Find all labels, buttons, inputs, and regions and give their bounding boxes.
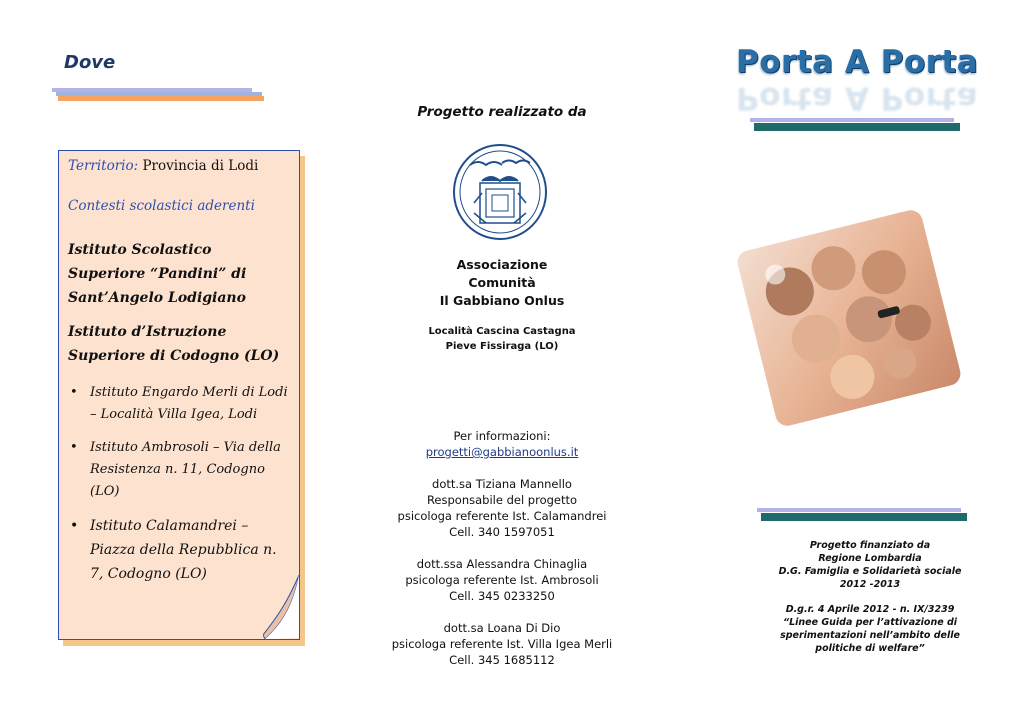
gabbiano-logo-icon: [452, 143, 548, 241]
association-name: [382, 256, 622, 310]
funding-line: D.G. Famiglia e Solidarietà sociale: [778, 566, 962, 577]
assoc-line: Associazione: [456, 257, 548, 272]
contact-1: [382, 476, 622, 540]
school-list: [68, 382, 292, 586]
contact-name: dott.ssa Alessandra Chinaglia: [416, 557, 588, 571]
info-label: Per informazioni:: [453, 429, 551, 443]
contact-role: Responsabile del progetto: [426, 493, 578, 507]
decorative-bars-title: [750, 118, 962, 134]
contact-name: dott.sa Tiziana Mannello: [432, 477, 572, 491]
group-photo: [728, 198, 970, 438]
contact-role: psicologa referente Ist. Calamandrei: [397, 509, 607, 523]
email-link[interactable]: progetti@gabbianoonlus.it: [425, 445, 579, 459]
funding-line: Regione Lombardia: [818, 553, 922, 564]
contact-info: [382, 428, 622, 684]
funding-line: 2012 -2013: [839, 579, 901, 590]
dgr-line: sperimentazioni nell’ambito delle: [780, 630, 960, 641]
contact-phone: Cell. 340 1597051: [449, 525, 555, 539]
address-line: Località Cascina Castagna: [428, 326, 576, 337]
list-item: • Istituto Engardo Merli di Lodi – Località Villa Igea, Lodi: [68, 382, 292, 426]
address-line: Pieve Fissiraga (LO): [445, 341, 559, 352]
territory-value: Provincia di Lodi: [142, 158, 259, 174]
funding-line: Progetto finanziato da: [809, 540, 931, 551]
title-reflection: Porta A Porta: [736, 80, 979, 116]
contact-3: [382, 620, 622, 668]
info-block: [382, 428, 622, 460]
contact-role: psicologa referente Ist. Ambrosoli: [405, 573, 599, 587]
dgr-line: D.g.r. 4 Aprile 2012 - n. IX/3239: [785, 604, 955, 615]
territory-label: Territorio:: [68, 158, 139, 174]
association-address: [382, 324, 622, 354]
contact-role: psicologa referente Ist. Villa Igea Merli: [391, 637, 613, 651]
contact-name: dott.sa Loana Di Dio: [443, 621, 561, 635]
contexts-title: Contesti scolastici aderenti: [68, 198, 255, 214]
contact-2: [382, 556, 622, 604]
contact-phone: Cell. 345 1685112: [449, 653, 555, 667]
assoc-line: Il Gabbiano Onlus: [439, 293, 565, 308]
territory-line: [68, 158, 292, 174]
dgr-line: “Linee Guida per l’attivazione di: [782, 617, 958, 628]
assoc-line: Comunità: [468, 275, 536, 290]
contact-phone: Cell. 345 0233250: [449, 589, 555, 603]
project-by-heading: Progetto realizzato da: [417, 104, 587, 120]
list-item: • Istituto Ambrosoli – Via della Resistenza n. 11, Codogno (LO): [68, 437, 292, 503]
decorative-bars-right: [757, 508, 969, 524]
decorative-bars-left: [52, 88, 264, 104]
main-school-2: Istituto d’Istruzione Superiore di Codogno (LO): [68, 324, 280, 364]
section-heading-dove: Dove: [64, 52, 116, 73]
main-school-1: Istituto Scolastico Superiore “Pandini” di Sant’Angelo Lodigiano: [68, 242, 247, 306]
brochure-title: Porta A Porta: [736, 44, 979, 80]
funding-info: [760, 539, 980, 591]
list-item: • Istituto Calamandrei – Piazza della Repubblica n. 7, Codogno (LO): [68, 514, 292, 586]
dgr-info: [760, 603, 980, 655]
dgr-line: politiche di welfare”: [815, 643, 925, 654]
locations-note: [58, 150, 308, 650]
